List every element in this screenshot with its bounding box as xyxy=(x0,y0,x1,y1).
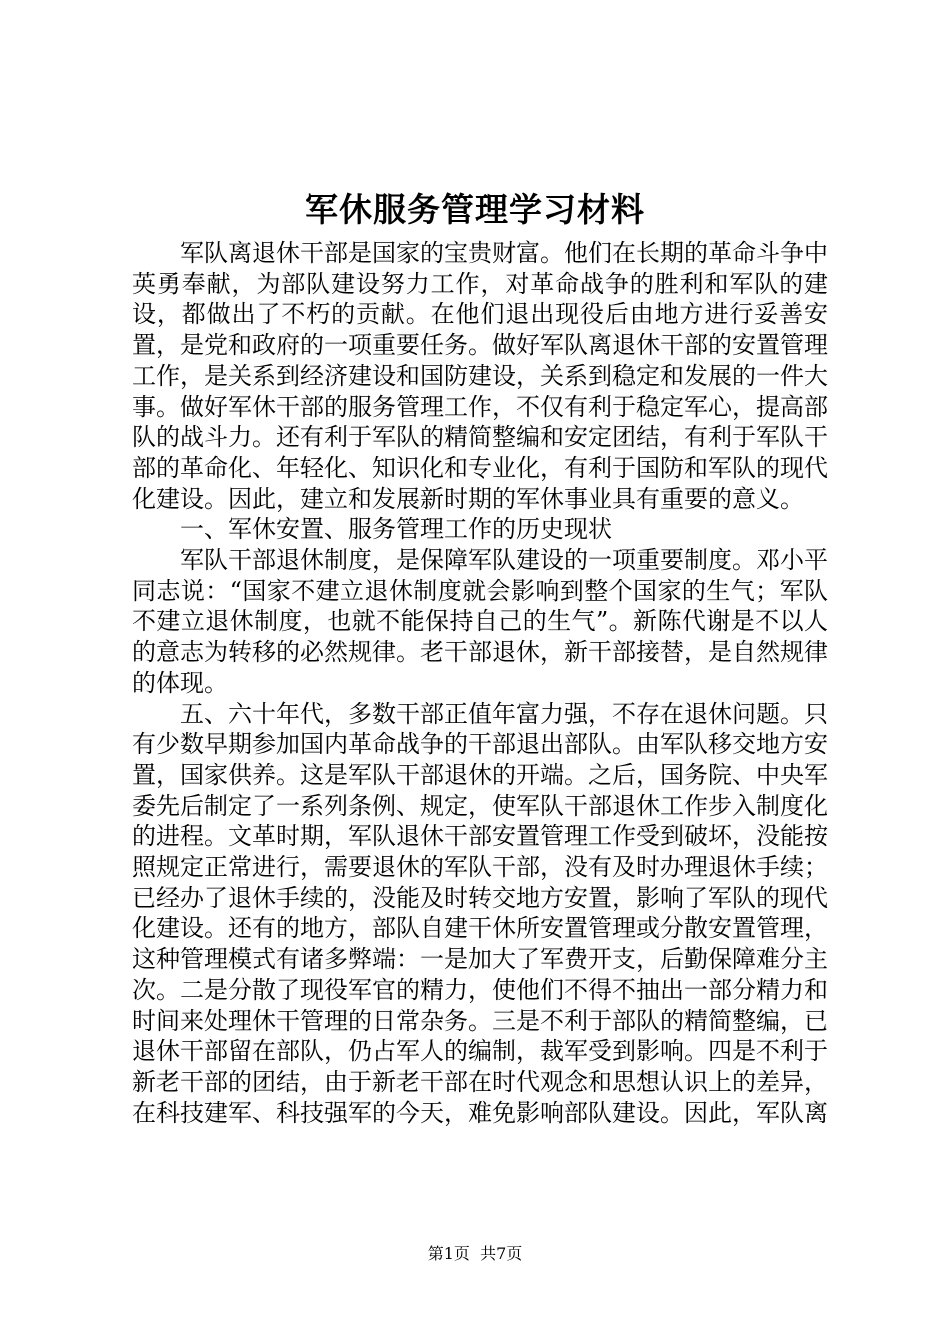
paragraph-retirement-system: 军队干部退休制度，是保障军队建设的一项重要制度。邓小平同志说：“国家不建立退休制度就会影响到整个国家的生气；军队不建立退休制度，也就不能保持自己的生气”。新陈代谢是不以人的意志为转移的必然规律。老干部退休，新干部接替，是自然规律的体现。 xyxy=(132,546,828,697)
page-number-label: 第1页 共7页 xyxy=(427,1244,523,1263)
paragraph-intro: 军队离退休干部是国家的宝贵财富。他们在长期的革命斗争中英勇奉献，为部队建设努力工作，对革命战争的胜利和军队的建设，都做出了不朽的贡献。在他们退出现役后由地方进行妥善安置，是党和政府的一项重要任务。做好军队离退休干部的安置管理工作，是关系到经济建设和国防建设，关系到稳定和发展的一件大事。做好军休干部的服务管理工作，不仅有利于稳定军心，提高部队的战斗力。还有利于军队的精简整编和安定团结，有利于军队干部的革命化、年轻化、知识化和专业化，有利于国防和军队的现代化建设。因此，建立和发展新时期的军休事业具有重要的意义。 xyxy=(132,239,828,513)
document-title: 军休服务管理学习材料 xyxy=(305,190,645,229)
page-footer xyxy=(0,1244,950,1264)
section-heading-history: 一、军休安置、服务管理工作的历史现状 xyxy=(180,515,612,544)
document-body xyxy=(132,238,828,1128)
paragraph-history-detail: 五、六十年代，多数干部正值年富力强，不存在退休问题。只有少数早期参加国内革命战争的干部退出部队。由军队移交地方安置，国家供养。这是军队干部退休的开端。之后，国务院、中央军委先后制定了一系列条例、规定，使军队干部退休工作步入制度化的进程。文革时期，军队退休干部安置管理工作受到破坏，没能按照规定正常进行，需要退休的军队干部，没有及时办理退休手续；已经办了退休手续的，没能及时转交地方安置，影响了军队的现代化建设。还有的地方，部队自建干休所安置管理或分散安置管理，这种管理模式有诸多弊端：一是加大了军费开支，后勤保障难分主次。二是分散了现役军官的精力，使他们不得不抽出一部分精力和时间来处理休干管理的日常杂务。三是不利于部队的精简整编，已退休干部留在部队，仍占军人的编制，裁军受到影响。四是不利于新老干部的团结，由于新老干部在时代观念和思想认识上的差异，在科技建军、科技强军的今天，难免影响部队建设。因此，军队离 xyxy=(132,699,828,1127)
